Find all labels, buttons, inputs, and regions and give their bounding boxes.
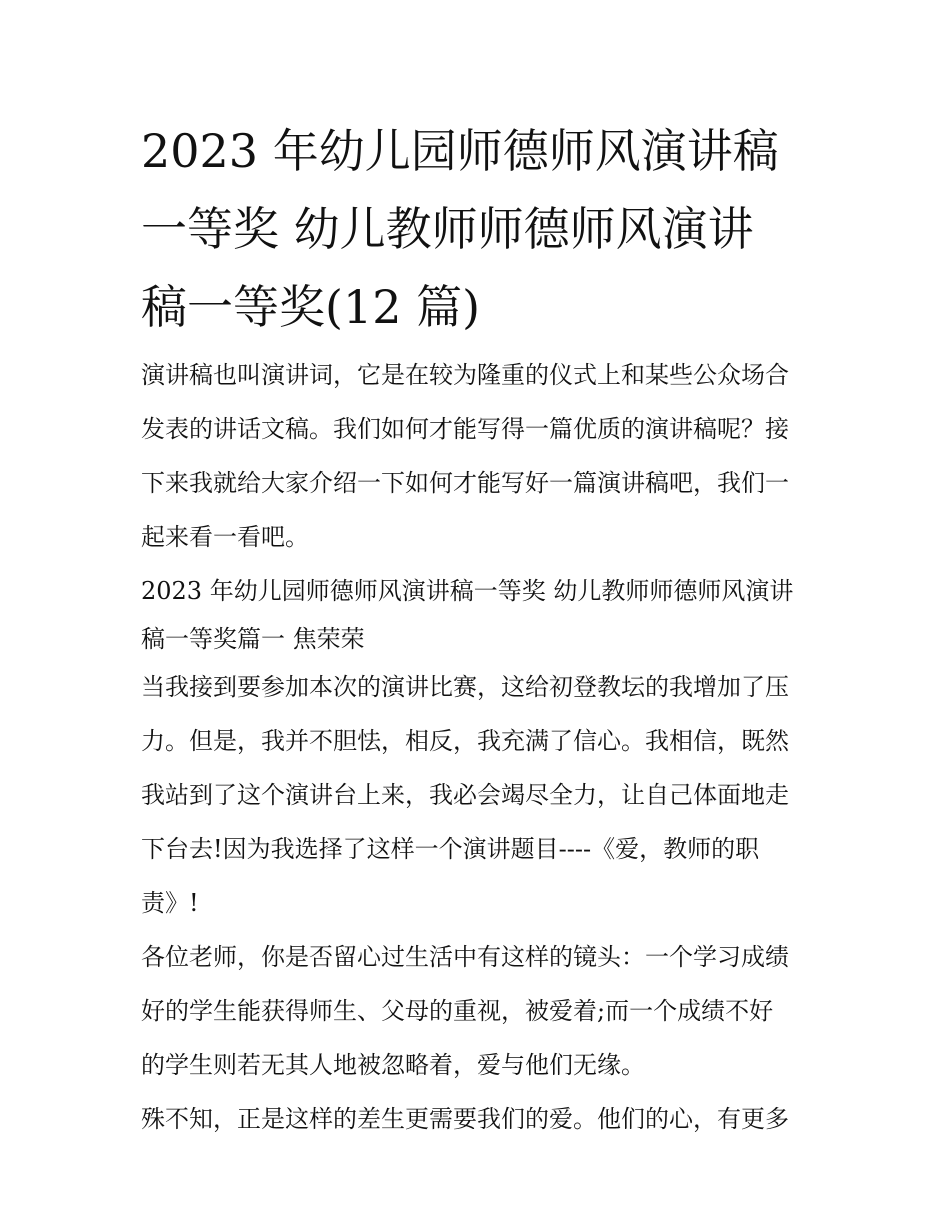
body-paragraph-2 (141, 930, 813, 1092)
subtitle-line-1: 2023 年幼儿园师德师风演讲稿一等奖 幼儿教师师德师风演讲 (141, 577, 794, 605)
body-paragraph-1 (141, 660, 813, 930)
document-title (141, 112, 813, 346)
intro-line-4: 起来看一看吧。 (141, 523, 309, 551)
paragraph1-line-1: 当我接到要参加本次的演讲比赛，这给初登教坛的我增加了压 (141, 673, 789, 701)
paragraph2-line-3: 的学生则若无其人地被忽略着，爱与他们无缘。 (141, 1051, 645, 1079)
paragraph1-line-4: 下台去!因为我选择了这样一个演讲题目----《爱，教师的职 (141, 835, 760, 863)
paragraph1-line-5: 责》! (141, 889, 199, 917)
section-subtitle (141, 564, 813, 660)
paragraph1-line-2: 力。但是，我并不胆怯，相反，我充满了信心。我相信，既然 (141, 727, 789, 755)
paragraph2-line-2: 好的学生能获得师生、父母的重视，被爱着;而一个成绩不好 (141, 997, 774, 1025)
intro-paragraph (141, 348, 813, 564)
intro-line-3: 下来我就给大家介绍一下如何才能写好一篇演讲稿吧，我们一 (141, 469, 789, 497)
body-paragraph-3 (141, 1092, 813, 1146)
document-content (141, 112, 813, 1146)
intro-line-1: 演讲稿也叫演讲词，它是在较为隆重的仪式上和某些公众场合 (141, 361, 789, 389)
subtitle-line-2: 稿一等奖篇一 焦荣荣 (141, 625, 365, 653)
paragraph1-line-3: 我站到了这个演讲台上来，我必会竭尽全力，让自己体面地走 (141, 781, 789, 809)
paragraph3-line-1: 殊不知，正是这样的差生更需要我们的爱。他们的心，有更多 (141, 1105, 789, 1133)
paragraph2-line-1: 各位老师，你是否留心过生活中有这样的镜头：一个学习成绩 (141, 943, 789, 971)
title-line-1: 2023 年幼儿园师德师风演讲稿 (141, 124, 779, 178)
title-line-2: 一等奖 幼儿教师师德师风演讲 (141, 202, 754, 256)
intro-line-2: 发表的讲话文稿。我们如何才能写得一篇优质的演讲稿呢？接 (141, 415, 789, 443)
title-line-3: 稿一等奖(12 篇) (141, 280, 481, 334)
